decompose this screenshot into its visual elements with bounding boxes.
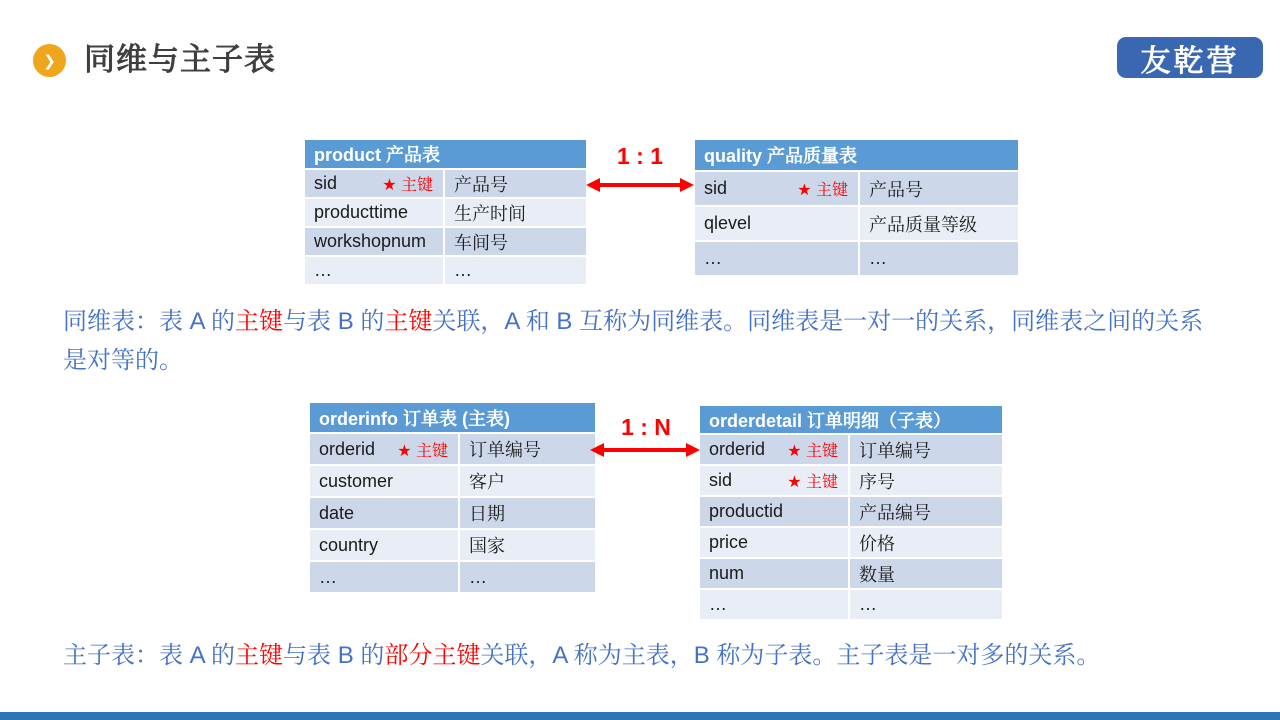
master-child-description xyxy=(63,636,1223,675)
field-name: … xyxy=(709,594,727,614)
text-segment: 主键 xyxy=(384,308,433,335)
one-to-one-arrow-icon xyxy=(586,176,694,199)
field-description: 产品号 xyxy=(869,179,923,200)
same-dimension-description xyxy=(63,302,1213,380)
table-row xyxy=(310,466,595,496)
brand-logo: 友乾营 xyxy=(1117,37,1263,78)
field-description: … xyxy=(859,594,877,614)
table-row xyxy=(700,497,1002,526)
field-cell xyxy=(305,199,445,226)
field-description: 序号 xyxy=(859,471,895,492)
table-row xyxy=(700,559,1002,588)
table-title: orderdetail 订单明细（子表） xyxy=(700,406,1002,433)
relation-label-one-to-one: 1 : 1 xyxy=(616,143,664,169)
table-row xyxy=(310,498,595,528)
field-description: 产品编号 xyxy=(859,502,931,523)
text-segment: 与表 B 的 xyxy=(283,642,385,669)
field-cell xyxy=(310,562,460,592)
field-description: 产品号 xyxy=(454,174,508,195)
field-description: 产品质量等级 xyxy=(869,214,977,235)
field-name: customer xyxy=(319,470,394,491)
field-cell xyxy=(700,528,850,557)
field-description: 客户 xyxy=(469,472,505,492)
one-to-many-arrow-icon xyxy=(590,441,700,464)
field-name: sid xyxy=(709,470,733,490)
field-description: … xyxy=(869,248,887,268)
field-name: country xyxy=(319,534,379,555)
field-name: productid xyxy=(709,501,784,521)
text-segment: 关联，A 和 B 互称为同维表。同维表是一对一的关系，同维表之间的关系是对等的。 xyxy=(63,308,1204,374)
field-description: 价格 xyxy=(859,533,895,554)
table-row xyxy=(700,435,1002,464)
field-cell xyxy=(700,590,850,619)
primary-key-label: ★ 主键 xyxy=(797,182,848,199)
product-table xyxy=(305,140,586,284)
field-name: … xyxy=(704,248,722,268)
field-cell xyxy=(310,466,460,496)
field-cell xyxy=(305,257,445,284)
field-description: … xyxy=(454,260,472,280)
primary-key-label: ★ 主键 xyxy=(397,442,448,460)
primary-key-label: ★ 主键 xyxy=(787,443,838,460)
page-title: 同维与主子表 xyxy=(84,42,276,77)
table-row xyxy=(310,530,595,560)
field-cell xyxy=(305,228,445,255)
primary-key-label: ★ 主键 xyxy=(787,474,838,491)
field-cell xyxy=(700,559,850,588)
field-description: 国家 xyxy=(469,536,505,556)
field-description: 日期 xyxy=(469,504,505,524)
table-row xyxy=(695,172,1018,205)
field-name: orderid xyxy=(709,439,766,459)
field-name: qlevel xyxy=(704,213,752,233)
field-name: … xyxy=(319,566,337,587)
field-name: … xyxy=(314,260,332,280)
text-segment: 主子表：表 A 的 xyxy=(63,642,236,669)
relation-label-one-to-many: 1 : N xyxy=(621,414,671,440)
field-name: price xyxy=(709,532,749,552)
table-row xyxy=(305,228,586,255)
quality-table xyxy=(695,140,1018,275)
field-cell xyxy=(310,434,460,464)
table-title: product 产品表 xyxy=(305,140,586,168)
table-row xyxy=(310,434,595,464)
orderinfo-table xyxy=(310,403,595,592)
field-name: date xyxy=(319,502,355,523)
orderdetail-table xyxy=(700,406,1002,619)
field-description: 数量 xyxy=(859,564,895,585)
table-row xyxy=(695,242,1018,275)
table-row xyxy=(305,170,586,197)
table-row xyxy=(700,466,1002,495)
field-cell xyxy=(310,530,460,560)
field-cell xyxy=(695,207,860,240)
field-description: 订单编号 xyxy=(469,440,541,460)
field-description: 订单编号 xyxy=(859,440,931,461)
table-title: quality 产品质量表 xyxy=(695,140,1018,170)
text-segment: 关联，A 称为主表，B 称为子表。主子表是一对多的关系。 xyxy=(480,642,1101,669)
table-row xyxy=(695,207,1018,240)
table-row xyxy=(700,528,1002,557)
field-cell xyxy=(695,242,860,275)
field-description: … xyxy=(469,566,487,587)
field-name: num xyxy=(709,563,745,583)
field-cell xyxy=(305,170,445,197)
chevron-bullet-icon xyxy=(33,44,66,77)
field-name: sid xyxy=(704,178,728,198)
field-cell xyxy=(310,498,460,528)
field-cell xyxy=(700,497,850,526)
field-cell xyxy=(695,172,860,205)
table-row xyxy=(700,590,1002,619)
chevron-glyph: ❯ xyxy=(43,52,56,70)
table-row xyxy=(310,562,595,592)
primary-key-label: ★ 主键 xyxy=(382,177,433,194)
text-segment: 同维表：表 A 的 xyxy=(63,308,236,335)
field-description: 车间号 xyxy=(454,232,508,253)
table-row xyxy=(305,199,586,226)
field-name: producttime xyxy=(314,202,409,222)
field-cell xyxy=(700,466,850,495)
text-segment: 主键 xyxy=(235,308,284,335)
field-description: 生产时间 xyxy=(454,203,526,224)
field-name: workshopnum xyxy=(314,231,427,251)
bottom-accent-bar xyxy=(0,712,1280,720)
text-segment: 与表 B 的 xyxy=(283,308,385,335)
field-cell xyxy=(700,435,850,464)
text-segment: 部分主键 xyxy=(384,642,481,669)
text-segment: 主键 xyxy=(235,642,284,669)
field-name: orderid xyxy=(319,438,376,459)
field-name: sid xyxy=(314,173,338,193)
table-title: orderinfo 订单表 (主表) xyxy=(310,403,595,432)
table-row xyxy=(305,257,586,284)
